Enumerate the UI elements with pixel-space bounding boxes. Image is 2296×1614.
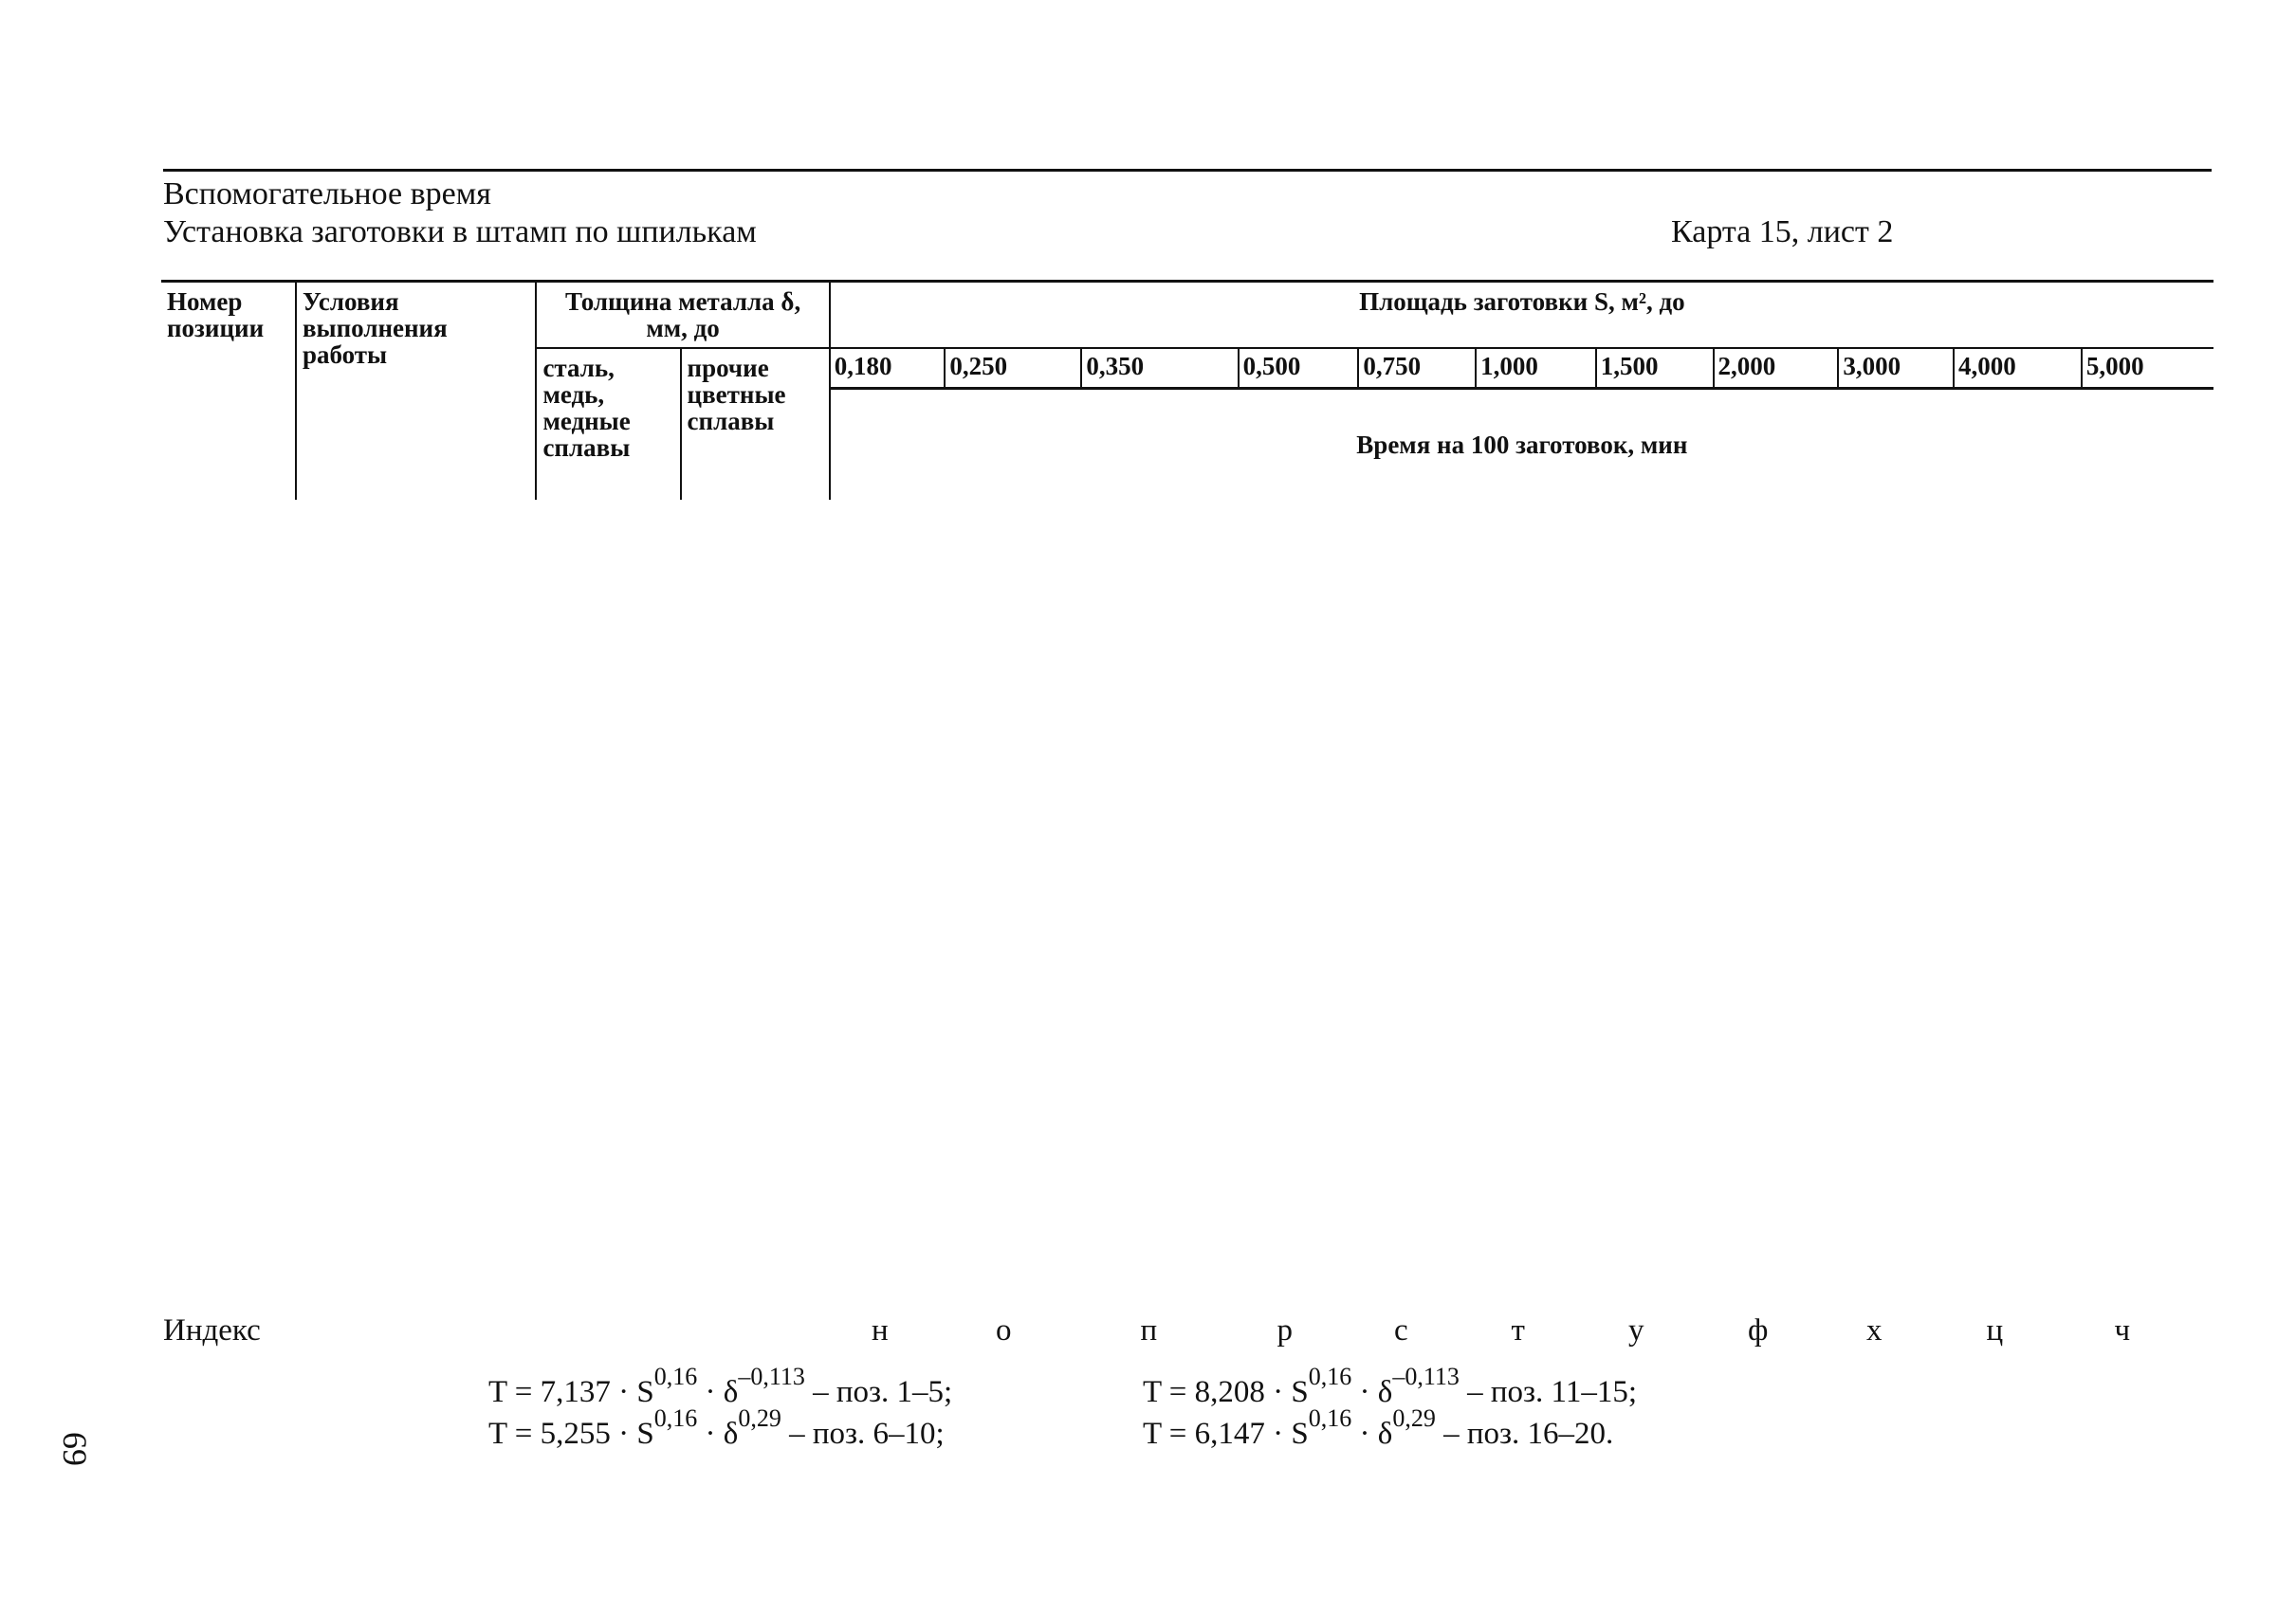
page-number: 69 [56,1432,94,1466]
card-reference: Карта 15, лист 2 [1671,214,1894,249]
operation-title: Установка заготовки в штамп по шпилькам [163,214,757,249]
formula-scope: – поз. 11–15; [1459,1375,1637,1409]
col-header-thickness: Толщина металла δ, мм, до [536,282,829,349]
col-header-steel: сталь, медь, медные сплавы [536,348,680,500]
formula-text: · δ [1351,1375,1393,1409]
formula-text: T = 6,147 · S [1143,1417,1309,1451]
index-letter: с [1394,1313,1408,1348]
formula-scope: – поз. 1–5; [804,1375,953,1409]
formula-pos-11-15 [1143,1363,1637,1410]
section-title: Вспомогательное время [163,176,491,211]
index-letter: ф [1748,1313,1769,1348]
area-value-header: 0,180 [830,348,946,389]
formula-scope: – поз. 6–10; [781,1417,945,1451]
formula-exponent: 0,16 [1308,1363,1352,1390]
formula-exponent: 0,29 [1392,1404,1436,1432]
col-header-position: Номер позиции [161,282,296,501]
area-value-header: 4,000 [1954,348,2082,389]
area-value-header: 0,250 [945,348,1081,389]
index-letter: х [1866,1313,1883,1348]
index-letter: т [1511,1313,1525,1348]
col-header-other-alloys: прочие цветные сплавы [681,348,830,500]
formula-text: T = 5,255 · S [488,1417,654,1451]
formula-text: · δ [697,1417,739,1451]
col-header-area: Площадь заготовки S, м², до [830,282,2213,349]
index-letter: ч [2114,1313,2131,1348]
area-value-header: 0,350 [1081,348,1238,389]
index-letter: р [1277,1313,1293,1348]
formula-pos-6-10 [488,1404,945,1452]
formula-exponent: –0,113 [1392,1363,1460,1390]
index-letter: п [1140,1313,1158,1348]
index-letter: у [1628,1313,1644,1348]
area-value-header: 0,750 [1358,348,1476,389]
index-label: Индекс [163,1313,261,1348]
formula-exponent: 0,16 [653,1404,698,1432]
index-letter: о [996,1313,1012,1348]
area-value-header: 5,000 [2082,348,2213,389]
area-value-header: 0,500 [1239,348,1359,389]
top-rule [163,169,2212,172]
formula-text: T = 8,208 · S [1143,1375,1309,1409]
index-letter: н [872,1313,889,1348]
formula-text: T = 7,137 · S [488,1375,654,1409]
formula-pos-1-5 [488,1363,953,1410]
area-value-header: 2,000 [1714,348,1839,389]
formula-pos-16-20 [1143,1404,1614,1452]
col-header-time: Время на 100 заготовок, мин [1356,431,1688,459]
formula-text: · δ [697,1375,739,1409]
formula-exponent: –0,113 [738,1363,805,1390]
area-value-header: 1,500 [1596,348,1714,389]
area-value-header: 1,000 [1476,348,1596,389]
index-row [163,1313,2215,1351]
area-value-header: 3,000 [1838,348,1954,389]
norms-table [161,280,2213,500]
formula-exponent: 0,16 [653,1363,698,1390]
index-letter: ц [1986,1313,2004,1348]
formula-scope: – поз. 16–20. [1435,1417,1614,1451]
formula-exponent: 0,29 [738,1404,781,1432]
col-header-conditions: Условия выполнения работы [296,282,536,501]
norms-table-wrap [161,280,2213,500]
formula-text: · δ [1351,1417,1393,1451]
formula-exponent: 0,16 [1308,1404,1352,1432]
